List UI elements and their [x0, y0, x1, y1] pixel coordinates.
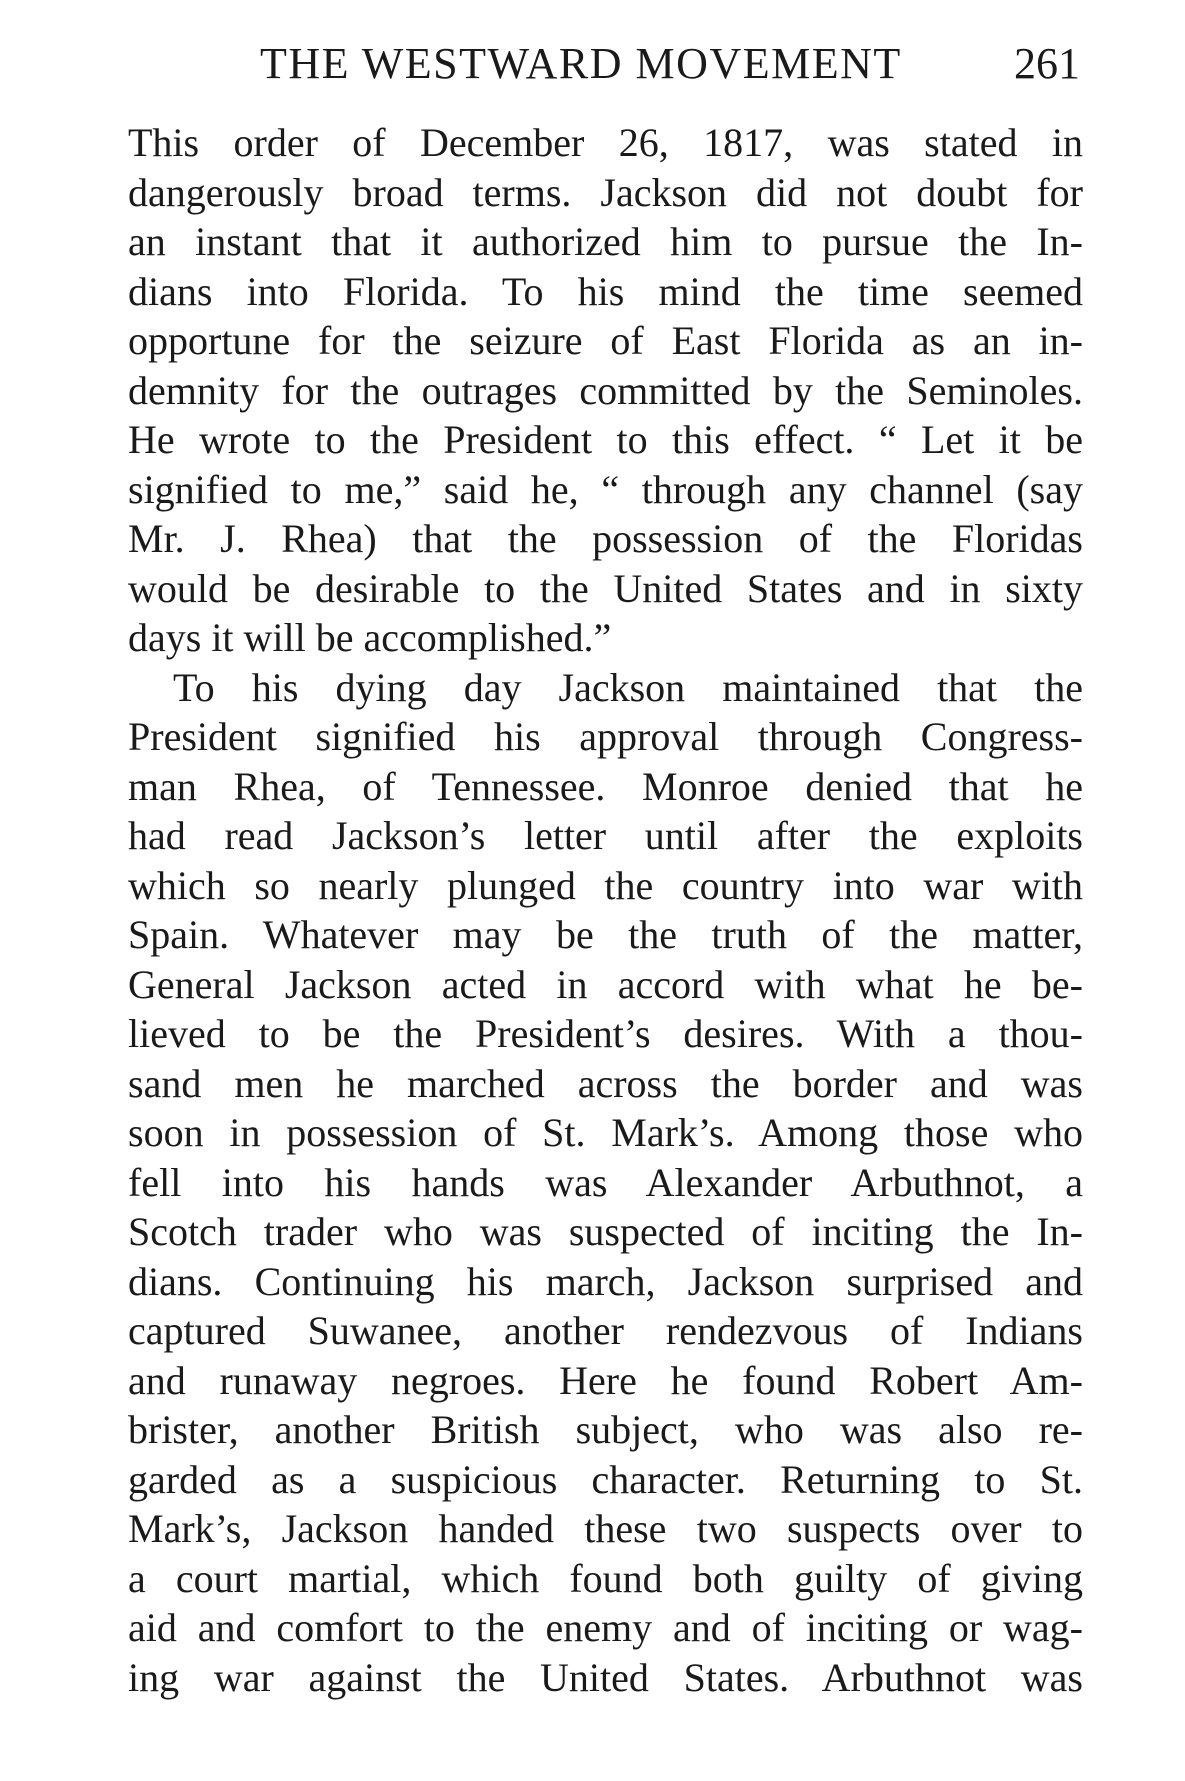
text-line: lieved to be the President’s desires. With a thou- — [128, 1011, 1083, 1056]
text-line: General Jackson acted in accord with what he be- — [128, 961, 1083, 1007]
text-line: and runaway negroes. Here he found Robert Am- — [128, 1357, 1083, 1403]
text-line: dangerously broad terms. Jackson did not doubt for — [128, 169, 1083, 215]
text-line: fell into his hands was Alexander Arbuthnot, a — [128, 1159, 1083, 1205]
page-number: 261 — [1014, 39, 1080, 88]
text-line: aid and comfort to the enemy and of inciting or wag- — [128, 1605, 1083, 1650]
text-line: brister, another British subject, who was also re- — [128, 1407, 1083, 1452]
text-line: opportune for the seizure of East Florida as an in- — [128, 318, 1083, 363]
text-line: dians into Florida. To his mind the time seemed — [128, 268, 1083, 314]
text-line: President signified his approval through Congress- — [128, 714, 1083, 759]
text-line: garded as a suspicious character. Returning to St. — [128, 1456, 1083, 1502]
text-line: captured Suwanee, another rendezvous of Indians — [128, 1308, 1083, 1353]
text-line: dians. Continuing his march, Jackson surprised and — [128, 1258, 1083, 1304]
text-line: This order of December 26, 1817, was stated in — [128, 120, 1083, 165]
text-line: which so nearly plunged the country into war with — [128, 862, 1083, 908]
text-line: ing war against the United States. Arbuthnot was — [128, 1654, 1083, 1700]
running-head-title: THE WESTWARD MOVEMENT — [260, 39, 902, 88]
text-line: Scotch trader who was suspected of inciting the In- — [128, 1209, 1083, 1254]
text-line: To his dying day Jackson maintained that the — [173, 664, 1083, 710]
text-line: an instant that it authorized him to pursue the In- — [128, 219, 1083, 264]
paragraph-2 — [128, 663, 1083, 1703]
text-line: sand men he marched across the border and was — [128, 1060, 1083, 1106]
text-line: man Rhea, of Tennessee. Monroe denied that he — [128, 763, 1083, 809]
text-line: demnity for the outrages committed by the Seminoles. — [128, 367, 1083, 413]
text-line: soon in possession of St. Mark’s. Among those who — [128, 1110, 1083, 1155]
text-line: a court martial, which found both guilty of giving — [128, 1555, 1083, 1601]
paragraph-1 — [128, 118, 1083, 663]
text-line: would be desirable to the United States and in sixty — [128, 565, 1083, 611]
text-line: Spain. Whatever may be the truth of the matter, — [128, 912, 1083, 957]
text-line: Mr. J. Rhea) that the possession of the Floridas — [128, 516, 1083, 561]
text-line: He wrote to the President to this effect. “ Let it be — [128, 417, 1083, 462]
text-line: signified to me,” said he, “ through any channel (say — [128, 466, 1083, 512]
text-line: days it will be accomplished.” — [128, 615, 612, 660]
text-line: Mark’s, Jackson handed these two suspects over to — [128, 1506, 1083, 1551]
text-line: had read Jackson’s letter until after the exploits — [128, 813, 1083, 858]
body-text — [128, 118, 1083, 1702]
running-head — [130, 38, 1080, 98]
